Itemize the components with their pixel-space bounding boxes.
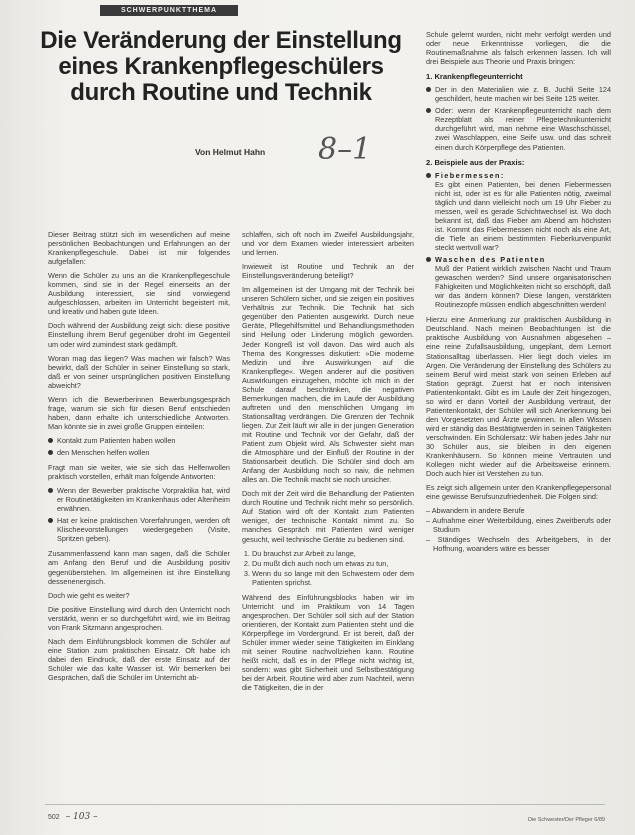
paragraph: Es zeigt sich allgemein unter den Krankenpflegepersonal eine gewisse Berufsunzufriedenheit. Die Folgen sind: xyxy=(426,483,611,502)
page-number-text: 502 xyxy=(48,814,60,821)
list-item: 1. Du brauchst zur Arbeit zu lange, xyxy=(252,549,414,558)
paragraph: Woran mag das liegen? Was machen wir falsch? Was bewirkt, daß der Schüler in seiner Einstellung so stark, daß er von seiner ursprünglichen positiven Einstellung abweicht? xyxy=(48,353,230,390)
column-2 xyxy=(242,230,414,697)
paragraph: Fragt man sie weiter, wie sie sich das Helfenwollen praktisch vorstellen, erhält man folgende Antworten: xyxy=(48,463,230,482)
list-item: – Ständiges Wechseln des Arbeitgebers, in der Hoffnung, woanders wäre es besser xyxy=(426,535,611,553)
numbered-list xyxy=(242,549,414,587)
list-item: – Abwandern in andere Berufe xyxy=(426,506,611,515)
handwritten-note: 8–1 xyxy=(318,132,372,167)
bullet-list xyxy=(48,486,230,543)
paragraph: Wenn die Schüler zu uns an die Krankenpflegeschule kommen, sind sie in der Regel einerseits an der Ausbildung interessiert, sie sind vorwiegend aufgeschlossen, arbeiten im Unterricht begeistert mit, und kreativ und haben gute Ideen. xyxy=(48,271,230,317)
article-title: Die Veränderung der Einstellung eines Krankenpflegeschülers durch Routine und Technik xyxy=(40,27,402,106)
paragraph: Schule gelernt wurden, nicht mehr verfolgt werden und oder neue Erkenntnisse vorliegen, die die Routinemaßnahme als falsch erkennen lassen. Ich will drei Beispiele aus Theorie und Praxis bringen: xyxy=(426,30,611,67)
journal-footer: Die Schwester/Der Pfleger 6/89 xyxy=(527,817,605,823)
list-item: Hat er keine praktischen Vorerfahrungen, werden oft Klischeevorstellungen wiedergegeben (Visite, Spritzen geben). xyxy=(48,516,230,543)
paragraph: Während des Einführungsblocks haben wir im Unterricht und im Praktikum von 14 Tagen angesprochen. Der Schüler soll sich auf der Station orientieren, der Kontakt zum Patienten steht und die Körperpflege im Vordergrund. Er ist bereit, daß der Schüler immer wieder seine Tätigkeiten im Einklang mit seiner Routine nachvollziehen kann. Routine heißt nicht, daß es in der Pflege nicht wichtig ist, sondern: was gibt Sicherheit und Selbstbestätigung bei der Arbeit. Routine wird aber zum Nachteil, wenn die Tätigkeiten, die in der xyxy=(242,592,414,693)
handwritten-page-note: – 103 – xyxy=(65,812,98,822)
list-item: Wenn der Bewerber praktische Vorpraktika hat, wird er Routinetätigkeiten im Krankenhaus oder Altenheim erwähnen. xyxy=(48,486,230,513)
paragraph: Doch wie geht es weiter? xyxy=(48,590,130,600)
list-item: Der in den Materialien wie z. B. Juchli Seite 124 geschildert, heute machen wir bei Seite 125 weiter. xyxy=(426,85,611,103)
example-label: Waschen des Patienten xyxy=(435,255,546,265)
list-item xyxy=(426,255,611,309)
list-item: Oder: wenn der Krankenpflegeunterricht nach dem Rezeptblatt als reiner Pflegetechnikunterricht durchgeführt wird, man nehme eine Waschschüssel, zwei Waschlappen, eine Seife usw. und das schreit einen durch Körperpflege des Patienten. xyxy=(426,106,611,151)
list-item: 3. Wenn du so lange mit den Schwestern oder dem Patienten sprichst. xyxy=(252,569,414,587)
paragraph: Die positive Einstellung wird durch den Unterricht noch verstärkt, wenn er so durchgeführt wird, wie im Beitrag von Frank Sitzmann angesprochen. xyxy=(48,604,230,632)
section-heading: 1. Krankenpflegeunterricht xyxy=(426,72,523,82)
paragraph: Im allgemeinen ist der Umgang mit der Technik bei unseren Schülern sicher, und sie zeigen ein positives Verhältnis zur Technik. Die Technik hat sich gegenüber den Patienten ausgewirkt. Durch neue Geräte, Pflegehilfsmittel und Behandlungsmethoden sind Heilung oder Linderung möglich geworden. Jeder Kongreß ist voll davon. Das wird auch als Thema des Kongresses diskutiert: »Die moderne Medizin und ihre Auswirkungen auf die Krankenpflege«. Wegen anderer auf die positiven Auswirkungen einzugehen, möchte ich mich in der Schule darauf beschränken, die negativen Bemerkungen machen, die im Laufe der Ausbildung auftreten und den menschlichen Umgang im Stationsalltag verdrängen. Die Grenzen der Technik liegen. Zur Zeit läuft wir alle in der jungen Generation mit Routine und Technik vor der Gefahr, daß der Patient zum Objekt wird. Als Schwester sieht man die Atmosphäre und der Einfluß der Routine in der Stationsarbeit deutlich. Die Schüler sind doch am Anfang der Ausbildung noch so naiv, die nehmen alles an. Die Technik macht sie noch unsicher. xyxy=(242,285,414,485)
paragraph: schlaffen, sich oft noch im Zweifel Ausbildungsjahr, und vor dem Examen wieder interessiert arbeiten und lernen. xyxy=(242,230,414,258)
list-item: – Aufnahme einer Weiterbildung, eines Zweitberufs oder Studium xyxy=(426,516,611,534)
example-text: Es gibt einen Patienten, bei denen Fiebermessen nicht ist, oder ist es für alle Patienten nötig, zweimal täglich und dann vielleicht noch um 19 Uhr Fieber zu messen, weil es gerade Schichtwechsel ist. Wo doch bekannt ist, daß das Fieber am Abend am höchsten ist. Kommt das Fiebermessen nicht noch als eine Art, die Tiefe an einem bestimmten Fieberkurvenpunkt steckt wertvoll war? xyxy=(435,179,611,252)
paragraph: Doch während der Ausbildung zeigt sich: diese positive Einstellung ihrem Beruf gegenüber droht im Gegenteil um oder wird zumindest stark gedämpft. xyxy=(48,321,230,349)
example-text: Muß der Patient wirklich zwischen Nacht und Traum gewaschen werden? Sind unsere organisatorischen Fähigkeiten und Möglichkeiten nicht so erschöpft, daß wir das ändern können? Diese langen, verstärkten Routinezopfe müssen endlich abgeschnitten werden! xyxy=(435,264,611,310)
list-item: den Menschen helfen wollen xyxy=(48,448,230,457)
paragraph: Zusammenfassend kann man sagen, daß die Schüler am Anfang den Beruf und die Ausbildung positiv gegenüberstehen. Im allgemeinen ist ihre Einstellung dessenenergisch. xyxy=(48,549,230,586)
bullet-list xyxy=(48,436,230,457)
list-item xyxy=(426,171,611,252)
paragraph: Nach dem Einführungsblock kommen die Schüler auf eine Station zum praktischen Einsatz. Oft habe ich dabei den Eindruck, daß der erste Einsatz auf der Schüler wie das kalte Wasser ist. Wir bemerken bei Gesprächen, daß die Schüler im Unterricht ab- xyxy=(48,636,230,682)
author-line: Von Helmut Hahn xyxy=(195,147,266,157)
column-1 xyxy=(48,230,230,687)
page-number xyxy=(48,812,98,822)
section-heading: 2. Beispiele aus der Praxis: xyxy=(426,157,525,167)
list-item: 2. Du mußt dich auch noch um etwas zu tun, xyxy=(252,559,414,568)
example-label: Fiebermessen: xyxy=(435,170,505,180)
footer-rule xyxy=(45,804,605,805)
paragraph: Inwieweit ist Routine und Technik an der Einstellungsveränderung beteiligt? xyxy=(242,262,414,281)
bullet-list xyxy=(426,85,611,151)
list-item: Kontakt zum Patienten haben wollen xyxy=(48,436,230,445)
paragraph: Hierzu eine Anmerkung zur praktischen Ausbildung in Deutschland. Nach meinen Beobachtungen ist die praktische Ausbildung von Ausnahmen abgesehen – eine reine Zufallsausbildung, ungeplant, dem Lernort Stationsalltag überlassen. Hier liegt doch vieles im Argen. Die Veränderung der Einstellung des Schülers zu seinem Beruf wird meist stark von seinen Erleben auf Station geprägt. Zuerst hat er noch intensiven Patientenkontakt. Gibt es im Laufe der Zeit hingezogen, so wird er dann Vorteil der Ausbildung vertraut, der Patientenkontakt, der Schüler will sich Anerkennung bei den Vorgesetzten und Ärzte gewinnen. In allen Wissen wird er ständig das Bestätigtwerden in seinen Tätigkeiten verschwinden. Ein Schülersatz: Wir haben jedes Jahr nur 30 Schüler aus, sie bleiben in den eigenen Krankenhäusern. So können meine Vertrauten und Kollegen nicht wieder auf die Arbeitsweise erinnern. Doch auch hier ist Verstehen zu tun. xyxy=(426,315,611,479)
column-3 xyxy=(426,30,611,554)
paragraph: Dieser Beitrag stützt sich im wesentlichen auf meine persönlichen Beobachtungen und Erfahrungen an der Krankenpflegeschule. Dabei ist mir folgendes aufgefallen: xyxy=(48,230,230,267)
paragraph: Doch mit der Zeit wird die Behandlung der Patienten durch Routine und Technik nicht mehr so persönlich. Auf Station wird oft der Kontakt zum Patienten weniger, der technische Kontakt nimmt zu. So manches Gespräch mit Patienten wird weniger gesucht, weil technische Geräte zu bedienen sind. xyxy=(242,489,414,544)
dash-list xyxy=(426,506,611,553)
paragraph: Wenn ich die Bewerberinnen Bewerbungsgespräch frage, warum sie sich für diesen Beruf entschieden haben, dann erhalte ich unterschiedliche Antworten. Man könnte sie in zwei große Gruppen einteilen: xyxy=(48,394,230,431)
topic-label: SCHWERPUNKTTHEMA xyxy=(100,5,238,16)
bullet-list xyxy=(426,171,611,310)
